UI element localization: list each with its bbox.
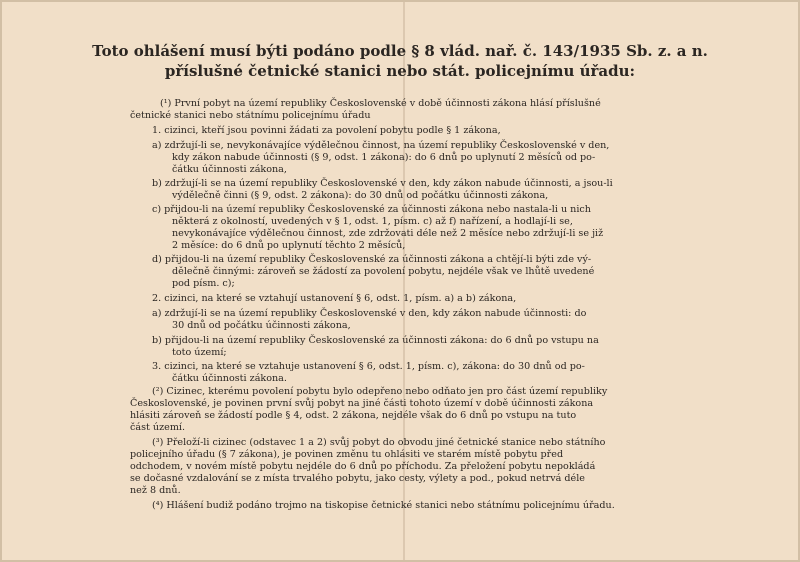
text-line: se dočasné vzdalování se z místa trvalého pobytu, jako cesty, výlety a pod., pokud netrvá déle (130, 473, 585, 484)
text-line: (¹) První pobyt na území republiky Československé v době účinnosti zákona hlásí příslušné (160, 98, 601, 109)
text-line: hlásiti zároveň se žádostí podle § 4, odst. 2 zákona, nejdéle však do 6 dnů po vstupu na tuto (130, 410, 577, 421)
text-line: čátku účinnosti zákona, (172, 164, 287, 175)
text-line: odchodem, v novém místě pobytu nejdéle do 6 dnů po příchodu. Za přeložení pobytu nepokládá (130, 461, 596, 472)
text-line: policejního úřadu (§ 7 zákona), je povinen změnu tu ohlásiti ve starém místě pobytu před (130, 449, 564, 460)
text-line: 2. cizinci, na které se vztahují ustanovení § 6, odst. 1, písm. a) a b) zákona, (152, 293, 517, 304)
text-line: Československé, je povinen první svůj pobyt na jiné části tohoto území v době účinnosti zákona (130, 398, 594, 409)
text-line: (²) Cizinec, kterému povolení pobytu bylo odepřeno nebo odňato jen pro část území republiky (152, 386, 608, 397)
text-line: dělečně činnými: zároveň se žádostí za povolení pobytu, nejdéle však ve lhůtě uvedené (172, 266, 595, 277)
text-line: pod písm. c); (172, 278, 235, 289)
text-line: d) přijdou-li na území republiky Československé za účinnosti zákona a chtějí-li býti zde vý- (152, 254, 592, 265)
text-line: (³) Přeloží-li cizinec (odstavec 1 a 2) svůj pobyt do obvodu jiné četnické stanice nebo státního (152, 437, 606, 448)
text-line: toto území; (172, 347, 227, 358)
text-line: než 8 dnů. (130, 485, 181, 496)
text-line: a) zdržují-li se, nevykonávajíce výdělečnou činnost, na území republiky Československé v den, (152, 140, 610, 151)
header-line-2: příslušné četnické stanici nebo stát. policejnímu úřadu: (164, 62, 636, 80)
text-line: 30 dnů od počátku účinnosti zákona, (172, 320, 351, 331)
text-line: b) přijdou-li na území republiky Československé za účinnosti zákona: do 6 dnů po vstupu na (152, 335, 599, 346)
text-line: 1. cizinci, kteří jsou povinni žádati za povolení pobytu podle § 1 zákona, (152, 125, 501, 136)
text-line: b) zdržují-li se na území republiky Československé v den, kdy zákon nabude účinnosti, a jsou-li (152, 178, 613, 189)
text-line: četnické stanici nebo státnímu policejnímu úřadu (130, 110, 371, 121)
text-line: kdy zákon nabude účinnosti (§ 9, odst. 1 zákona): do 6 dnů po uplynutí 2 měsíců od po- (172, 152, 596, 163)
text-line: 3. cizinci, na které se vztahuje ustanovení § 6, odst. 1, písm. c), zákona: do 30 dnů od po- (152, 361, 585, 372)
text-line: a) zdržují-li se na území republiky Československé v den, kdy zákon nabude účinnosti: do (152, 308, 587, 319)
text-line: některá z okolností, uvedených v § 1, odst. 1, písm. c) až f) nařízení, a hodlají-li se, (172, 216, 573, 227)
text-line: část území. (130, 422, 186, 433)
text-line: (⁴) Hlášení budiž podáno trojmo na tiskopise četnické stanici nebo státnímu policejnímu úřadu. (152, 500, 615, 511)
text-line: výdělečně činni (§ 9, odst. 2 zákona): do 30 dnů od počátku účinnosti zákona, (172, 190, 549, 201)
text-line: čátku účinnosti zákona. (172, 373, 287, 384)
header-line-1: Toto ohlášení musí býti podáno podle § 8 vlád. nař. č. 143/1935 Sb. z. a n. (92, 42, 708, 60)
text-line: 2 měsíce: do 6 dnů po uplynutí těchto 2 měsíců, (172, 240, 406, 251)
text-line: nevykonávajíce výdělečnou činnost, zde zdržovati déle než 2 měsíce nebo zdržují-li se již (172, 228, 604, 239)
text-line: c) přijdou-li na území republiky Československé za účinnosti zákona nebo nastala-li u nich (152, 204, 591, 215)
